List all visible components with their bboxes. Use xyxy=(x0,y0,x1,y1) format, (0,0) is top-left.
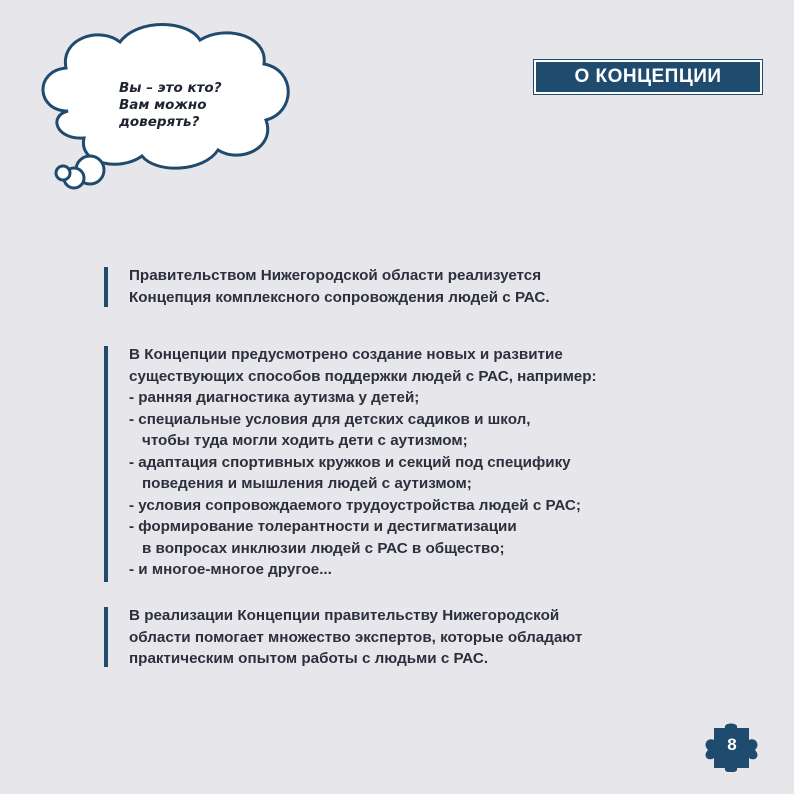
list-item: - формирование толерантности и дестигматизации xyxy=(129,518,517,535)
page-title: О КОНЦЕПЦИИ xyxy=(574,66,722,87)
page-number-badge xyxy=(702,722,762,772)
accent-bar xyxy=(104,267,108,307)
text-line: Концепция комплексного сопровождения людей с РАС. xyxy=(129,288,550,306)
cloud-line: доверять? xyxy=(119,114,200,130)
concept-text xyxy=(129,344,597,581)
accent-bar xyxy=(104,607,108,667)
section-title-badge xyxy=(534,60,762,94)
text-line: практическим опытом работы с людьми с РАС. xyxy=(129,650,489,667)
list-item: - ранняя диагностика аутизма у детей; xyxy=(129,389,420,406)
text-line: существующих способов поддержки людей с РАС, например: xyxy=(129,367,597,385)
text-line: В Концепции предусмотрено создание новых и развитие xyxy=(129,346,563,363)
thought-cloud xyxy=(28,16,308,196)
text-line: области помогает множество экспертов, которые обладают xyxy=(129,628,583,646)
page-number: 8 xyxy=(727,735,737,754)
list-item: - и многое-многое другое... xyxy=(129,561,332,578)
list-item-continuation: в вопросах инклюзии людей с РАС в общество; xyxy=(142,539,505,557)
list-item: - адаптация спортивных кружков и секций под специфику xyxy=(129,453,571,471)
cloud-line: Вам можно xyxy=(119,97,207,113)
cloud-question xyxy=(119,80,299,131)
experts-text xyxy=(129,605,582,670)
intro-text xyxy=(129,265,550,308)
cloud-line: Вы – это кто? xyxy=(119,80,222,96)
text-line: В реализации Концепции правительству Нижегородской xyxy=(129,607,560,624)
list-item-continuation: чтобы туда могли ходить дети с аутизмом; xyxy=(142,432,468,449)
list-item: - специальные условия для детских садиков и школ, xyxy=(129,410,531,428)
list-item-continuation: поведения и мышления людей с аутизмом; xyxy=(142,475,472,492)
list-item: - условия сопровождаемого трудоустройства людей с РАС; xyxy=(129,496,581,514)
accent-bar xyxy=(104,346,108,582)
text-line: Правительством Нижегородской области реализуется xyxy=(129,267,542,284)
